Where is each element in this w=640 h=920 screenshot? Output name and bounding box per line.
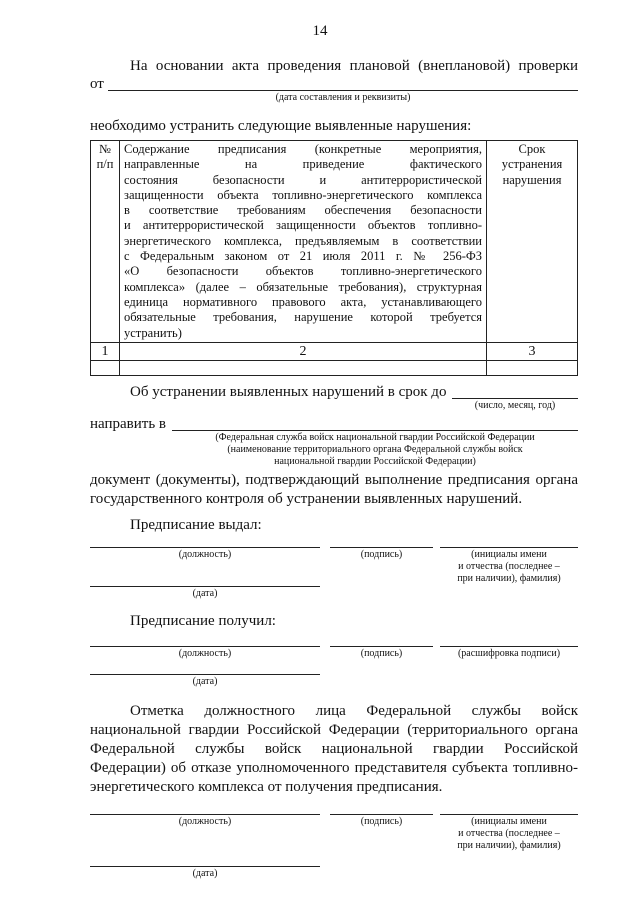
deadline-text: Об устранении выявленных нарушений в срок до xyxy=(130,384,447,400)
send-line xyxy=(172,430,578,431)
refusal-signature-caption: (подпись) xyxy=(360,816,403,827)
send-caption2: (наименование территориального органа Федеральной службы войск xyxy=(227,444,523,455)
deadline-date-line xyxy=(452,398,578,399)
received-date-line xyxy=(90,674,320,675)
refusal-line3: Федеральной службы войск национальной гвардии Российской xyxy=(90,741,578,757)
violations-table xyxy=(90,140,578,376)
colnum-3: 3 xyxy=(487,342,578,360)
table-colnum-row xyxy=(91,342,578,360)
deadline-date-caption: (число, месяц, год) xyxy=(474,400,556,411)
refusal-line2: национальной гвардии Российской Федерации (территориального органа xyxy=(90,722,578,738)
issued-date-line xyxy=(90,586,320,587)
refusal-line5: энергетического комплекса от получения предписания. xyxy=(90,779,443,795)
issued-position-line xyxy=(90,547,320,548)
issued-initials-caption3: при наличии), фамилия) xyxy=(457,573,561,584)
empty-cell xyxy=(487,361,578,376)
issued-signature-line xyxy=(330,547,433,548)
from-label: от xyxy=(90,76,104,92)
received-decode-line xyxy=(440,646,578,647)
refusal-line4: Федерации) об отказе уполномоченного представителя субъекта топливно- xyxy=(90,760,578,776)
issued-signature-caption: (подпись) xyxy=(360,549,403,560)
doc-line2: государственного контроля об устранении выявленных нарушений. xyxy=(90,491,523,507)
send-caption1: (Федеральная служба войск национальной гвардии Российской Федерации xyxy=(215,432,535,443)
received-position-line xyxy=(90,646,320,647)
colnum-2: 2 xyxy=(120,342,487,360)
received-signature-caption: (подпись) xyxy=(360,648,403,659)
refusal-signature-line xyxy=(330,814,433,815)
refusal-position-line xyxy=(90,814,320,815)
refusal-initials-caption2: и отчества (последнее – xyxy=(458,828,560,839)
received-decode-caption: (расшифровка подписи) xyxy=(457,648,561,659)
refusal-line1: Отметка должностного лица Федеральной службы войск xyxy=(130,703,578,719)
send-caption3: национальной гвардии Российской Федерации) xyxy=(274,456,476,467)
issued-initials-caption1: (инициалы имени xyxy=(471,549,547,560)
table-empty-row xyxy=(91,361,578,376)
header-num: № п/п xyxy=(91,141,120,343)
from-line xyxy=(108,90,578,91)
received-position-caption: (должность) xyxy=(178,648,232,659)
doc-line1: документ (документы), подтверждающий выполнение предписания органа xyxy=(90,472,578,488)
refusal-initials-line xyxy=(440,814,578,815)
issued-date-caption: (дата) xyxy=(192,588,218,599)
refusal-initials-caption3: при наличии), фамилия) xyxy=(457,840,561,851)
empty-cell xyxy=(91,361,120,376)
colnum-1: 1 xyxy=(91,342,120,360)
send-label: направить в xyxy=(90,416,167,432)
refusal-initials-caption1: (инициалы имени xyxy=(471,816,547,827)
received-date-caption: (дата) xyxy=(192,676,218,687)
intro-line2: необходимо устранить следующие выявленные нарушения: xyxy=(90,118,472,134)
refusal-date-caption: (дата) xyxy=(192,868,218,879)
received-title: Предписание получил: xyxy=(130,613,276,629)
empty-cell xyxy=(120,361,487,376)
refusal-date-line xyxy=(90,866,320,867)
issued-title: Предписание выдал: xyxy=(130,517,262,533)
header-deadline: Срок устранения нарушения xyxy=(487,141,578,343)
issued-position-caption: (должность) xyxy=(178,549,232,560)
header-content: Содержание предписания (конкретные мероприятия, направленные на приведение фактического состояния безопасности и антитеррористической защищенности объекта топливно-энергетического комплекса в соответствие требованиям обеспечения безопасности и антитеррористической защищенности объектов топливно- энергетического комплекса, предъявляемым в соответствии с Федеральным законом от 21 июля 2011 г. № 256-ФЗ «О безопасности объектов топливно-энергетического комплекса» (далее – обязательные требования), структурная единица нормативного правового акта, устанавливающего обязательные требования, нарушение которой требуется устранить) xyxy=(120,141,487,343)
page-number: 14 xyxy=(312,23,328,39)
table-header-row xyxy=(91,141,578,343)
issued-initials-caption2: и отчества (последнее – xyxy=(458,561,560,572)
intro-line1: На основании акта проведения плановой (внеплановой) проверки xyxy=(130,58,578,74)
issued-initials-line xyxy=(440,547,578,548)
refusal-position-caption: (должность) xyxy=(178,816,232,827)
received-signature-line xyxy=(330,646,433,647)
from-caption: (дата составления и реквизиты) xyxy=(275,92,411,103)
